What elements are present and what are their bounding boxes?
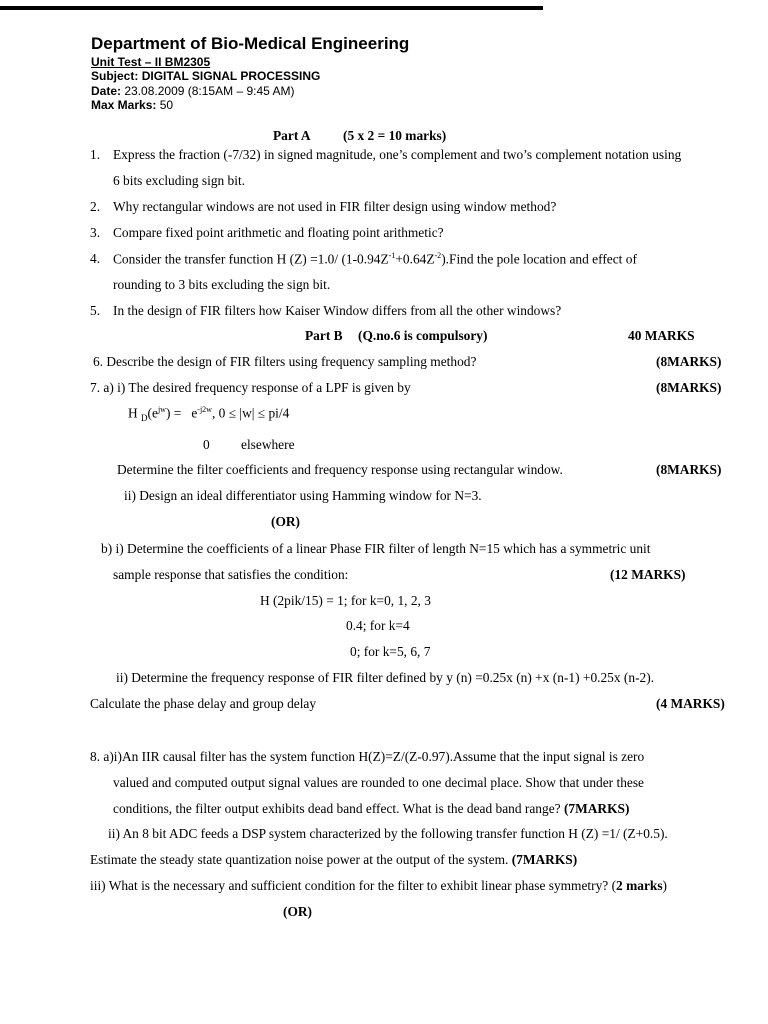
q2-text: Why rectangular windows are not used in FIR filter design using window method? xyxy=(113,199,557,214)
q7b-line1: b) i) Determine the coefficients of a linear Phase FIR filter of length N=15 which has a symmetric unit xyxy=(101,541,651,556)
q7a-marks: (8MARKS) xyxy=(656,380,722,395)
unit-test-label: Unit Test – II BM2305 xyxy=(91,55,211,69)
subject-label: Subject: xyxy=(91,69,139,83)
subject-line xyxy=(91,69,320,83)
hd-argument-exponent: jw xyxy=(157,405,166,414)
q8-line3-text: conditions, the filter output exhibits dead band effect. What is the dead band range? xyxy=(113,801,561,816)
q6-marks: (8MARKS) xyxy=(656,354,722,369)
max-marks-line xyxy=(91,98,173,112)
hd-value-exponent: -j2w xyxy=(197,405,212,414)
hd-equals: ) = xyxy=(165,405,182,421)
q2-number: 2. xyxy=(90,199,101,214)
hd-value: e xyxy=(191,405,198,421)
date-value: 23.08.2009 (8:15AM – 9:45 AM) xyxy=(124,84,295,98)
q7a-determine-marks: (8MARKS) xyxy=(656,462,722,477)
q7b-calc-marks: (4 MARKS) xyxy=(656,696,725,711)
part-a-title: Part A xyxy=(273,128,311,143)
q5-number: 5. xyxy=(90,303,101,318)
q4-sup2: -2 xyxy=(434,251,442,260)
q7b-h1: H (2pik/15) = 1; for k=0, 1, 2, 3 xyxy=(260,593,431,608)
part-b-note: (Q.no.6 is compulsory) xyxy=(358,328,488,343)
max-marks-value: 50 xyxy=(159,98,174,112)
hd-elsewhere: elsewhere xyxy=(241,437,295,452)
hd-subscript: D xyxy=(141,413,148,424)
hd-argument: (e xyxy=(147,405,158,421)
q7a-text: 7. a) i) The desired frequency response of a LPF is given by xyxy=(90,380,411,395)
q4-text-line2: rounding to 3 bits excluding the sign bit. xyxy=(113,277,331,292)
q7b-h2: 0.4; for k=4 xyxy=(346,618,410,633)
q8-iii xyxy=(90,878,667,894)
top-rule xyxy=(0,6,543,10)
department-title: Department of Bio-Medical Engineering xyxy=(91,34,410,53)
q7a-determine: Determine the filter coefficients and frequency response using rectangular window. xyxy=(117,462,563,477)
q8-iii-marks: 2 marks xyxy=(616,878,663,893)
part-a-marks: (5 x 2 = 10 marks) xyxy=(343,128,447,143)
q8-iii-close: ) xyxy=(662,878,668,893)
or-separator-1: (OR) xyxy=(271,514,301,529)
q4-post: ).Find the pole location and effect of xyxy=(441,251,637,267)
q4-text-line1 xyxy=(113,251,637,267)
q1-text-line2: 6 bits excluding sign bit. xyxy=(113,173,246,188)
q8-line3-marks: (7MARKS) xyxy=(563,801,630,816)
q8-line2: valued and computed output signal values are rounded to one decimal place. Show that under these xyxy=(113,775,645,790)
q4-number: 4. xyxy=(90,251,101,266)
q4-sup1: -1 xyxy=(388,251,396,260)
q1-text-line1: Express the fraction (-7/32) in signed magnitude, one’s complement and two’s complement notation using xyxy=(113,147,682,162)
q4-pre: Consider the transfer function H (Z) =1.0/ (1-0.94Z xyxy=(113,251,389,267)
q1-number: 1. xyxy=(90,147,101,162)
q4-mid: +0.64Z xyxy=(395,251,435,267)
q8-iii-text: iii) What is the necessary and sufficient condition for the filter to exhibit linear phase symmetry? ( xyxy=(90,878,617,893)
hd-equation xyxy=(128,405,289,423)
q3-text: Compare fixed point arithmetic and floating point arithmetic? xyxy=(113,225,444,240)
q3-number: 3. xyxy=(90,225,101,240)
part-b-title: Part B xyxy=(305,328,343,343)
q8-ii-text: ii) An 8 bit ADC feeds a DSP system characterized by the following transfer function H (Z) =1/ (Z+0.5). xyxy=(108,826,668,841)
or-separator-2: (OR) xyxy=(283,904,313,919)
q7b-ii-text: ii) Determine the frequency response of FIR filter defined by y (n) =0.25x (n) +x (n-1) +0.25x (n-2). xyxy=(116,670,655,685)
q5-text: In the design of FIR filters how Kaiser Window differs from all the other windows? xyxy=(113,303,562,318)
hd-zero: 0 xyxy=(203,437,210,452)
q6-text: 6. Describe the design of FIR filters using frequency sampling method? xyxy=(93,354,477,369)
part-b-marks: 40 MARKS xyxy=(628,328,695,343)
q8-line3 xyxy=(113,801,629,817)
date-label: Date: xyxy=(91,84,122,98)
q8-line1: 8. a)i)An IIR causal filter has the system function H(Z)=Z/(Z-0.97).Assume that the input signal is zero xyxy=(90,749,645,764)
q7b-line2: sample response that satisfies the condition: xyxy=(113,567,349,582)
q8-estimate xyxy=(90,852,577,868)
date-line xyxy=(91,84,294,98)
hd-condition: , 0 ≤ |w| ≤ pi/4 xyxy=(211,405,290,421)
max-marks-label: Max Marks: xyxy=(91,98,157,112)
subject-value: DIGITAL SIGNAL PROCESSING xyxy=(141,69,321,83)
q7a-ii-text: ii) Design an ideal differentiator using Hamming window for N=3. xyxy=(124,488,482,503)
q7b-calc-text: Calculate the phase delay and group delay xyxy=(90,696,317,711)
hd-symbol: H xyxy=(128,405,138,421)
q8-estimate-marks: (7MARKS) xyxy=(511,852,578,867)
q7b-h3: 0; for k=5, 6, 7 xyxy=(350,644,431,659)
q7b-marks: (12 MARKS) xyxy=(610,567,686,582)
q8-estimate-text: Estimate the steady state quantization noise power at the output of the system. xyxy=(90,852,509,867)
